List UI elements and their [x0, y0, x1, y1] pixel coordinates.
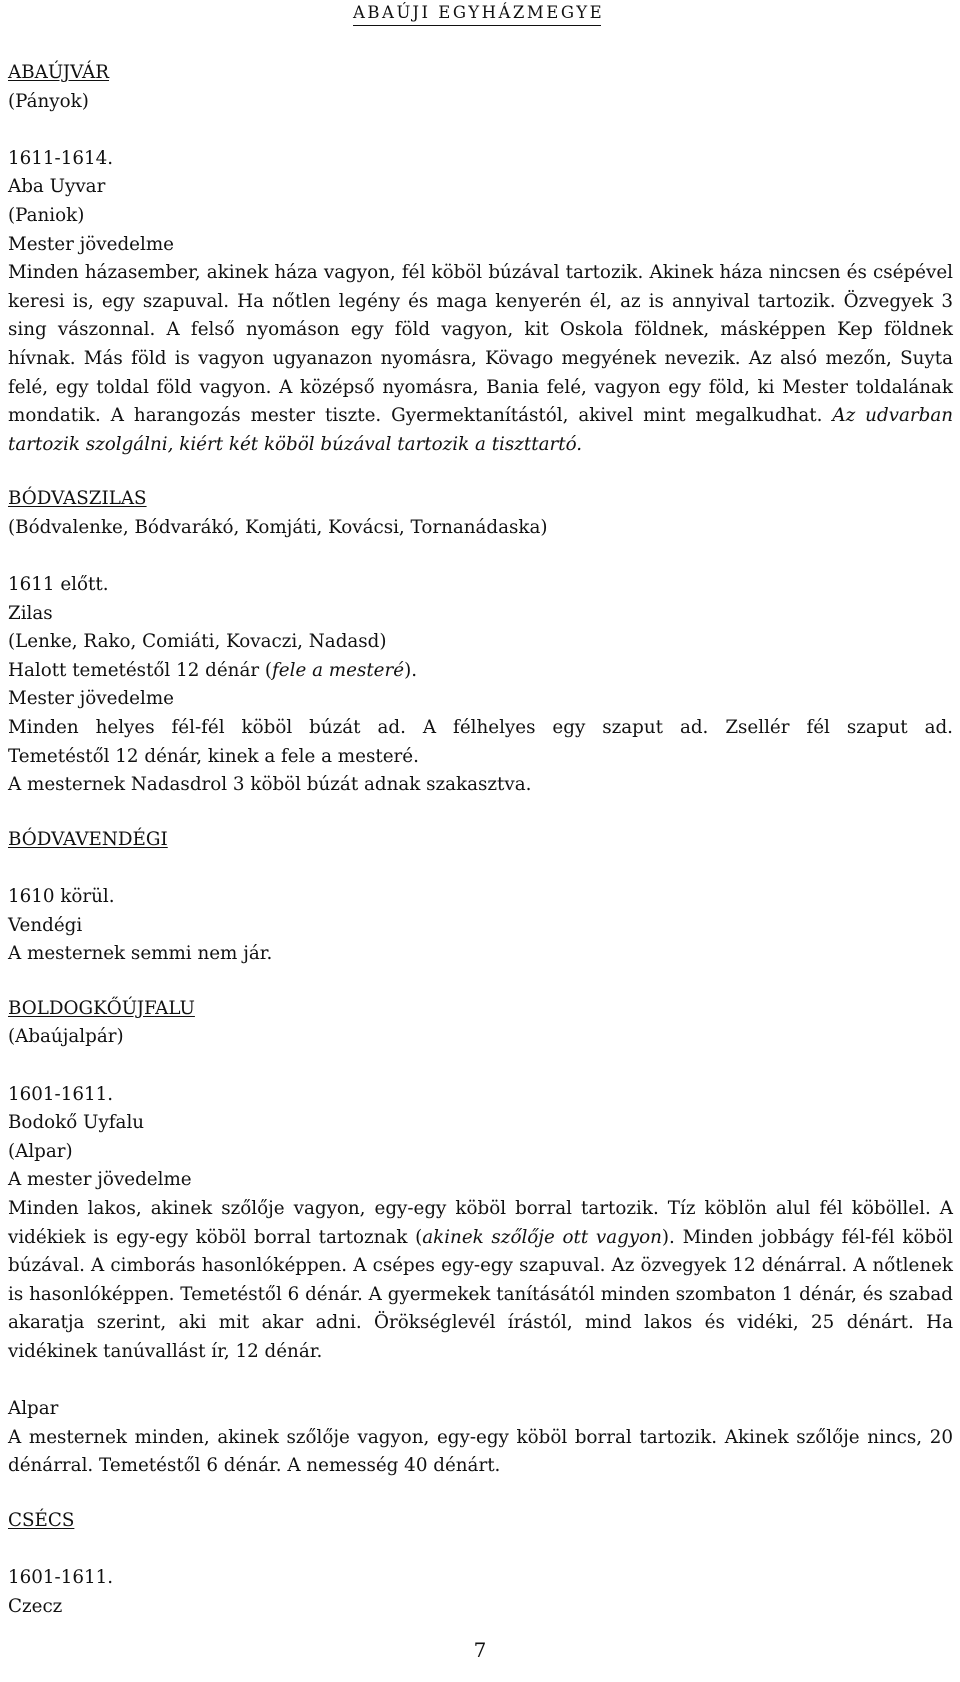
- income-line: A mesternek Nadasdrol 3 köböl búzát adnak szakasztva.: [8, 774, 532, 796]
- entry-bodvaszilas: [8, 485, 953, 800]
- section-heading: Mester jövedelme: [8, 688, 174, 710]
- income-paragraph: [8, 259, 953, 459]
- historic-name: Aba Uyvar: [8, 176, 106, 198]
- entry-title: ABAÚJVÁR: [8, 62, 110, 83]
- funeral-fee-italic: fele a mesteré: [272, 659, 405, 681]
- historic-names-paren: (Alpar): [8, 1140, 73, 1162]
- entry-date: 1601-1611.: [8, 1567, 114, 1589]
- funeral-fee-text: Halott temetéstől 12 dénár (: [8, 659, 273, 681]
- entry-title: CSÉCS: [8, 1509, 75, 1531]
- income-line: Temetéstől 12 dénár, kinek a fele a mesteré.: [8, 745, 419, 767]
- section-heading: A mester jövedelme: [8, 1169, 192, 1191]
- historic-names-paren: (Paniok): [8, 204, 85, 226]
- paragraph-text: Minden házasember, akinek háza vagyon, fél köböl búzával tartozik. Akinek háza nincsen és csépével keresi is, egy szapuval. Ha nőtlen legény és maga kenyerén él, az is annyival tartozik. Özvegyek 3 sing vászonnal. A felső nyomáson egy föld vagyon, kit Oskola földnek, másképpen Kep földnek hívnak. Más föld is vagyon ugyanazon nyomásra, Kövago megyének nevezik. Az alsó mezőn, Suyta felé, egy toldal föld vagyon. A középső nyomásra, Bania felé, vagyon egy föld, ki Mester toldalának mondatik. A harangozás mester tiszte. Gyermektanítástól, akivel mint megalkudhat.: [8, 262, 953, 427]
- section-heading: Mester jövedelme: [8, 233, 174, 255]
- entry-date: 1611 előtt.: [8, 574, 109, 596]
- entry-modern-names: (Bódvalenke, Bódvarákó, Komjáti, Kovácsi, Tornanádaska): [8, 516, 548, 538]
- historic-name: Bodokő Uyfalu: [8, 1112, 145, 1134]
- document-body: [8, 59, 953, 1621]
- funeral-fee-line: [8, 657, 953, 686]
- page-number: 7: [473, 1638, 487, 1662]
- income-line: Minden helyes fél-fél köböl búzát ad. A félhelyes egy szaput ad. Zsellér fél szaput ad.: [8, 717, 953, 739]
- paragraph-text: Minden lakos, akinek szőlője vagyon, egy-egy köböl borral tartozik. Tíz köblön alul fél köböllel. A vidékiek is egy-egy köböl borral tartoznak (: [8, 1197, 953, 1248]
- entry-title: BÓDVASZILAS: [8, 488, 147, 510]
- historic-name: Zilas: [8, 602, 53, 624]
- entry-abaujvar: [8, 59, 953, 459]
- entry-date: 1610 körül.: [8, 886, 115, 908]
- entry-date: 1601-1611.: [8, 1083, 114, 1105]
- paragraph-italic-text: akinek szőlője ott vagyon: [422, 1226, 662, 1248]
- entry-title: BOLDOGKŐÚJFALU: [8, 997, 195, 1019]
- entry-modern-names: (Pányok): [8, 90, 89, 112]
- sub-place-paragraph: A mesternek minden, akinek szőlője vagyon, egy-egy köböl borral tartozik. Akinek szőlője nincs, 20 dénárral. Temetéstől 6 dénár. A nemesség 40 dénárt.: [8, 1426, 953, 1477]
- entry-date: 1611-1614.: [8, 147, 114, 169]
- historic-names-paren: (Lenke, Rako, Comiáti, Kovaczi, Nadasd): [8, 631, 387, 653]
- entry-csecs: [8, 1507, 953, 1621]
- sub-place-name: Alpar: [8, 1398, 59, 1420]
- income-paragraph: [8, 1195, 953, 1367]
- income-line: A mesternek semmi nem jár.: [8, 943, 273, 965]
- entry-modern-names: (Abaújalpár): [8, 1026, 124, 1048]
- running-header: ABAÚJI EGYHÁZMEGYE: [353, 3, 601, 26]
- historic-name: Vendégi: [8, 914, 83, 936]
- paragraph-text-continued: ). Minden jobbágy fél-fél köböl búzával. A cimborás hasonlóképpen. A csépes egy-egy szapuval. Az özvegyek 12 dénárral. A nőtlenek is hasonlóképpen. Temetéstől 6 dénár. A gyermekek tanításától minden szombaton 1 dénár, és szabad akaratja szerint, aki mit akar adni. Örökséglevél írástól, mind lakos és vidéki, 25 dénárt. Ha vidékinek tanúvallást ír, 12 dénár.: [8, 1226, 953, 1362]
- paragraph-italic-text: Az udvarban tartozik szolgálni, kiért két köböl búzával tartozik a tiszttartó.: [8, 405, 953, 455]
- historic-name: Czecz: [8, 1595, 63, 1617]
- entry-title: BÓDVAVENDÉGI: [8, 828, 168, 850]
- entry-bodvavendegi: [8, 826, 953, 969]
- funeral-fee-close: ).: [404, 659, 418, 681]
- entry-boldogkoujfalu: [8, 995, 953, 1481]
